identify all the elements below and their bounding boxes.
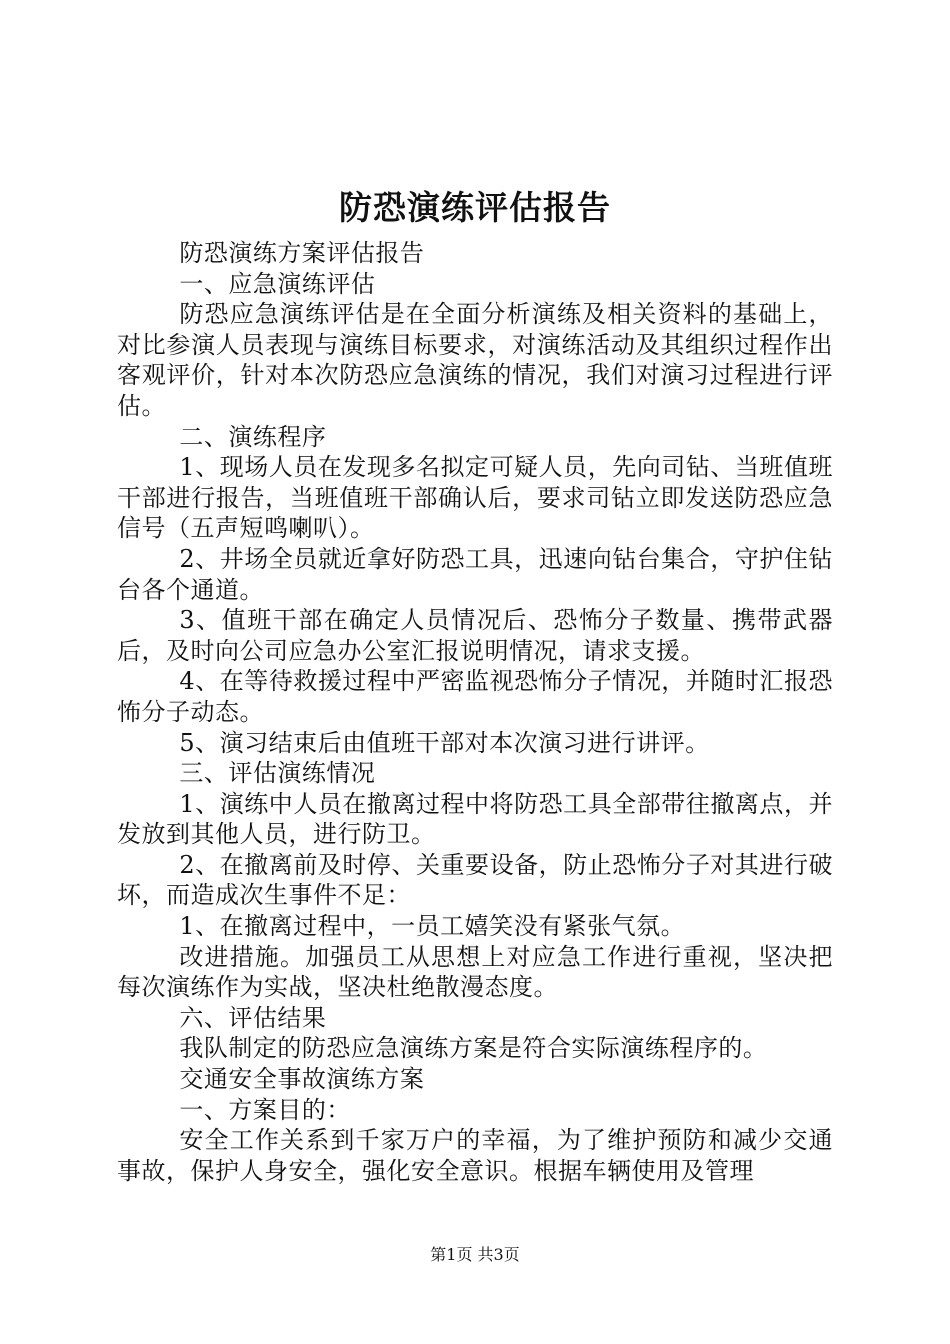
- paragraph: 4、在等待救援过程中严密监视恐怖分子情况，并随时汇报恐怖分子动态。: [117, 667, 833, 726]
- paragraph: 3、值班干部在确定人员情况后、恐怖分子数量、携带武器后，及时向公司应急办公室汇报说明情况，请求支援。: [117, 606, 833, 665]
- paragraph: 1、演练中人员在撤离过程中将防恐工具全部带往撤离点，并发放到其他人员，进行防卫。: [117, 789, 833, 849]
- paragraph: 1、现场人员在发现多名拟定可疑人员，先向司钻、当班值班干部进行报告，当班值班干部确认后，要求司钻立即发送防恐应急信号（五声短鸣喇叭）。: [117, 453, 833, 543]
- document-title: 防恐演练评估报告: [339, 188, 611, 227]
- paragraph: 交通安全事故演练方案: [179, 1065, 425, 1094]
- paragraph: 防恐应急演练评估是在全面分析演练及相关资料的基础上，对比参演人员表现与演练目标要求，对演练活动及其组织过程作出客观评价，针对本次防恐应急演练的情况，我们对演习过程进行评估。: [117, 300, 833, 420]
- paragraph: 六、评估结果: [179, 1003, 327, 1032]
- paragraph: 防恐演练方案评估报告: [179, 239, 425, 267]
- paragraph: 改进措施。加强员工从思想上对应急工作进行重视，坚决把每次演练作为实战，坚决杜绝散漫态度。: [117, 942, 833, 1002]
- page-footer: 第1页 共3页: [430, 1245, 520, 1264]
- paragraph: 一、方案目的：: [179, 1095, 351, 1124]
- paragraph: 三、评估演练情况: [179, 759, 376, 788]
- paragraph: 1、在撤离过程中，一员工嬉笑没有紧张气氛。: [179, 912, 686, 941]
- paragraph: 我队制定的防恐应急演练方案是符合实际演练程序的。: [179, 1034, 768, 1063]
- paragraph: 2、井场全员就近拿好防恐工具，迅速向钻台集合，守护住钻台各个通道。: [117, 544, 833, 604]
- paragraph: 5、演习结束后由值班干部对本次演习进行讲评。: [179, 728, 710, 757]
- document-body: [117, 238, 833, 1186]
- paragraph: 安全工作关系到千家万户的幸福，为了维护预防和减少交通事故，保护人身安全，强化安全意识。根据车辆使用及管理: [117, 1126, 833, 1185]
- paragraph: 二、演练程序: [179, 422, 327, 451]
- paragraph: 一、应急演练评估: [179, 269, 376, 298]
- paragraph: 2、在撤离前及时停、关重要设备，防止恐怖分子对其进行破坏，而造成次生事件不足：: [117, 850, 833, 910]
